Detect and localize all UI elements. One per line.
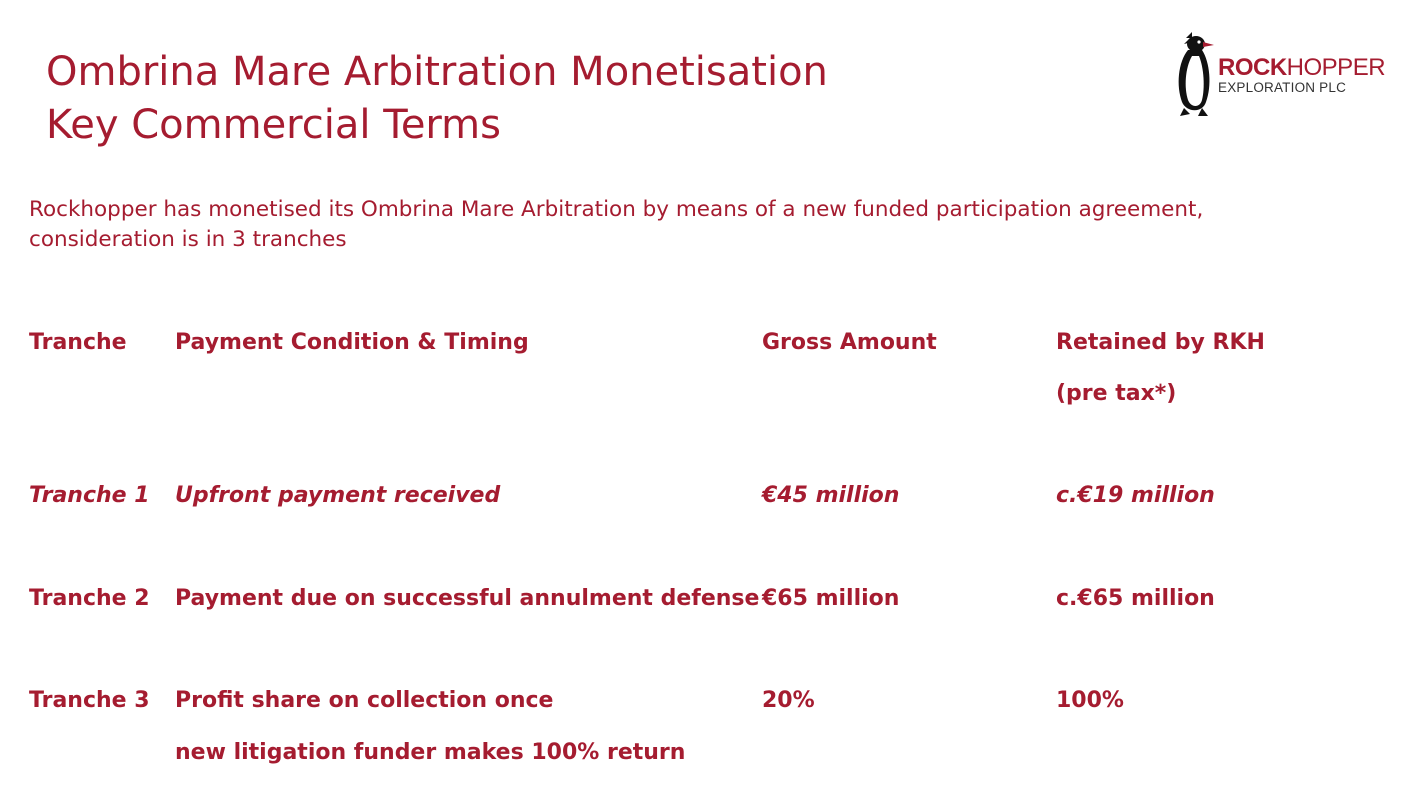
row-3-tranche: Tranche 3: [29, 688, 150, 713]
penguin-icon: [1172, 28, 1216, 120]
title-line-1: Ombrina Mare Arbitration Monetisation: [46, 49, 828, 95]
row-1-tranche: Tranche 1: [29, 483, 150, 508]
header-condition: Payment Condition & Timing: [175, 330, 529, 355]
header-retained: Retained by RKH: [1056, 330, 1265, 355]
row-3-retained: 100%: [1056, 688, 1124, 713]
row-2-condition: Payment due on successful annulment defense: [175, 586, 760, 611]
intro-line-2: consideration is in 3 tranches: [29, 227, 347, 252]
logo-word-hopper: HOPPER: [1286, 54, 1386, 81]
row-2-tranche: Tranche 2: [29, 586, 150, 611]
header-retained-note: (pre tax*): [1056, 381, 1177, 406]
intro-line-1: Rockhopper has monetised its Ombrina Mare Arbitration by means of a new funded participation agreement,: [29, 197, 1204, 222]
row-3-condition-line-2: new litigation funder makes 100% return: [175, 740, 686, 765]
row-2-gross: €65 million: [762, 586, 900, 611]
slide-title: [46, 46, 828, 152]
row-1-retained: c.€19 million: [1056, 483, 1215, 508]
header-gross-amount: Gross Amount: [762, 330, 937, 355]
row-1-condition: Upfront payment received: [175, 483, 501, 508]
title-line-2: Key Commercial Terms: [46, 102, 501, 148]
intro-paragraph: [29, 195, 1389, 255]
logo-subtitle: EXPLORATION PLC: [1218, 80, 1347, 95]
logo-word-rock: ROCK: [1218, 54, 1287, 81]
row-3-gross: 20%: [762, 688, 815, 713]
row-1-gross: €45 million: [762, 483, 900, 508]
rockhopper-logo: [1172, 28, 1392, 120]
row-3-condition: Profit share on collection once: [175, 688, 554, 713]
header-tranche: Tranche: [29, 330, 127, 355]
logo-wordmark: [1218, 54, 1385, 82]
row-2-retained: c.€65 million: [1056, 586, 1215, 611]
